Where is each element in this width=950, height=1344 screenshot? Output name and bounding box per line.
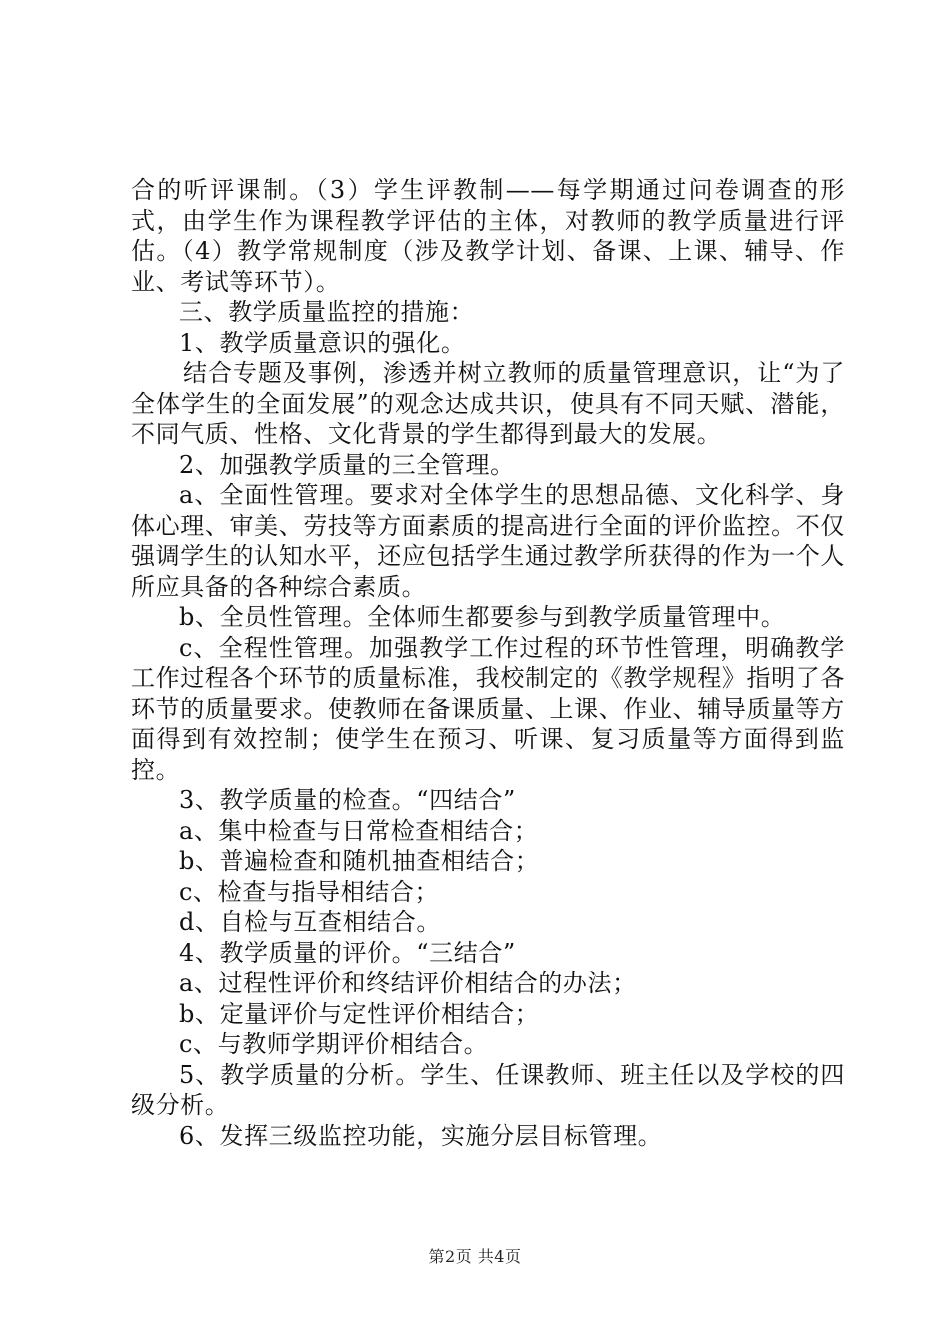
item-heading-2: 2、加强教学质量的三全管理。 <box>179 450 515 479</box>
list-item-3d: d、自检与互查相结合。 <box>179 908 441 936</box>
document-body <box>131 175 845 1151</box>
list-item-3a: a、集中检查与日常检查相结合； <box>179 816 539 845</box>
paragraph-item-5: 5、教学质量的分析。学生、任课教师、班主任以及学校的四级分析。 <box>131 1060 845 1119</box>
list-item-4a: a、过程性评价和终结评价相结合的办法； <box>179 969 637 997</box>
list-item-4c: c、与教师学期评价相结合。 <box>179 1030 489 1058</box>
item-heading-6: 6、发挥三级监控功能，实施分层目标管理。 <box>179 1121 663 1150</box>
page-number-label: 第2页 共4页 <box>428 1247 522 1266</box>
list-item-4b: b、定量评价与定性评价相结合； <box>179 999 540 1028</box>
list-item-3b: b、普遍检查和随机抽查相结合； <box>179 847 540 875</box>
list-item-3c: c、检查与指导相结合； <box>179 877 440 906</box>
item-heading-1: 1、教学质量意识的强化。 <box>179 328 466 357</box>
item-heading-4: 4、教学质量的评价。“三结合” <box>179 938 516 967</box>
section-heading-measures: 三、教学质量监控的措施： <box>179 298 475 326</box>
page-footer <box>0 1244 950 1267</box>
item-heading-3: 3、教学质量的检查。“四结合” <box>179 786 516 814</box>
paragraph-item-2c: c、全程性管理。加强教学工作过程的环节性管理，明确教学工作过程各个环节的质量标准，我校制定的《教学规程》指明了各环节的质量要求。使教师在备课质量、上课、作业、辅导质量等方面得到有效控制；使学生在预习、听课、复习质量等方面得到监控。 <box>131 633 845 784</box>
paragraph-item-2b: b、全员性管理。全体师生都要参与到教学质量管理中。 <box>179 603 786 631</box>
paragraph-item-1-body: 结合专题及事例，渗透并树立教师的质量管理意识，让“为了全体学生的全面发展”的观念达成共识，使具有不同天赋、潜能，不同气质、性格、文化背景的学生都得到最大的发展。 <box>131 359 845 448</box>
paragraph-item-2a: a、全面性管理。要求对全体学生的思想品德、文化科学、身体心理、审美、劳技等方面素质的提高进行全面的评价监控。不仅强调学生的认知水平，还应包括学生通过教学所获得的作为一个人所应具备的各种综合素质。 <box>131 481 845 601</box>
paragraph-continuation: 合的听评课制。（3）学生评教制——每学期通过问卷调查的形式，由学生作为课程教学评估的主体，对教师的教学质量进行评估。（4）教学常规制度（涉及教学计划、备课、上课、辅导、作业、考试等环节）。 <box>131 176 845 296</box>
